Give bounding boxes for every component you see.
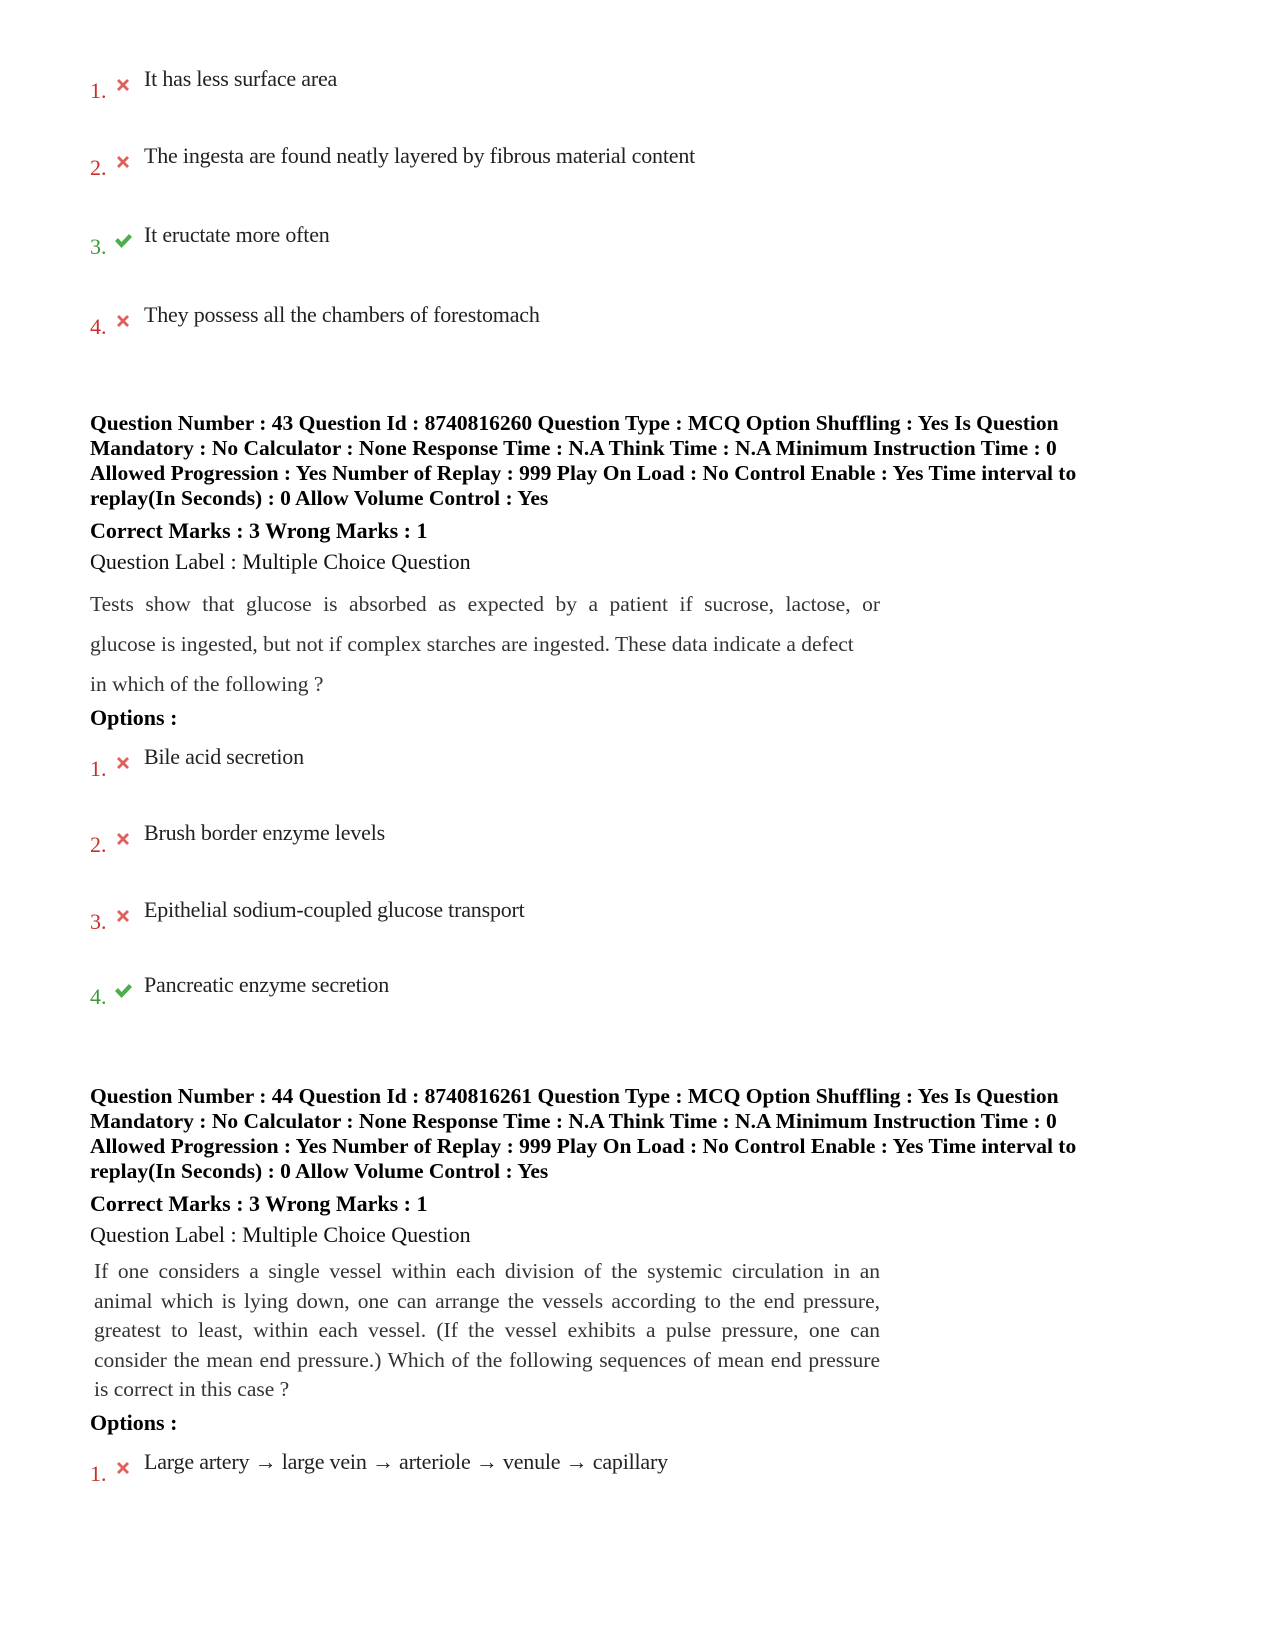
meta-line: Allowed Progression : Yes Number of Replay : 999 Play On Load : No Control Enable : Yes Time interval to — [90, 461, 1077, 485]
q44-question-stem — [94, 1257, 880, 1405]
q44-question-label: Question Label : Multiple Choice Question — [90, 1222, 471, 1247]
q44-meta — [90, 1084, 1190, 1184]
stem-line: Tests show that glucose is absorbed as expected by a patient if sucrose, lactose, or — [90, 592, 880, 616]
option-text: They possess all the chambers of forestomach — [144, 302, 540, 327]
q43-question-stem — [90, 584, 880, 704]
option-number: 4. — [90, 984, 107, 1009]
option-text: The ingesta are found neatly layered by fibrous material content — [144, 143, 696, 168]
cross-icon — [114, 754, 132, 772]
meta-line: replay(In Seconds) : 0 Allow Volume Control : Yes — [90, 486, 549, 510]
q43-marks: Correct Marks : 3 Wrong Marks : 1 — [90, 518, 428, 543]
q43-meta — [90, 411, 1190, 511]
q43-option-4 — [90, 972, 990, 1008]
option-text: Brush border enzyme levels — [144, 820, 386, 845]
option-number: 2. — [90, 832, 107, 857]
meta-line: replay(In Seconds) : 0 Allow Volume Control : Yes — [90, 1159, 549, 1183]
option-number: 1. — [90, 78, 107, 103]
q42-option-3 — [90, 222, 990, 258]
option-number: 1. — [90, 756, 107, 781]
check-icon — [114, 982, 132, 1000]
meta-line: Question Number : 43 Question Id : 8740816260 Question Type : MCQ Option Shuffling : Yes Is Question — [90, 411, 1059, 435]
option-text: It eructate more often — [144, 222, 330, 247]
cross-icon — [114, 830, 132, 848]
q43-question-label: Question Label : Multiple Choice Question — [90, 549, 471, 574]
option-number: 3. — [90, 909, 107, 934]
q44-option-1 — [90, 1449, 990, 1485]
q42-option-4 — [90, 302, 990, 338]
q42-option-2 — [90, 143, 990, 179]
q43-option-1 — [90, 744, 990, 780]
meta-line: Mandatory : No Calculator : None Response Time : N.A Think Time : N.A Minimum Instruction Time : 0 — [90, 436, 1057, 460]
q43-option-3 — [90, 897, 990, 933]
stem-line: If one considers a single vessel within each division of the systemic circulation in an — [94, 1259, 880, 1283]
meta-line: Mandatory : No Calculator : None Response Time : N.A Think Time : N.A Minimum Instruction Time : 0 — [90, 1109, 1057, 1133]
option-number: 2. — [90, 155, 107, 180]
option-number: 4. — [90, 314, 107, 339]
option-text: Large artery → large vein → arteriole → venule → capillary — [144, 1449, 668, 1474]
cross-icon — [114, 907, 132, 925]
option-text: Epithelial sodium-coupled glucose transport — [144, 897, 525, 922]
stem-line: in which of the following ? — [90, 672, 324, 696]
q43-option-2 — [90, 820, 990, 856]
meta-line: Allowed Progression : Yes Number of Replay : 999 Play On Load : No Control Enable : Yes Time interval to — [90, 1134, 1077, 1158]
stem-line: glucose is ingested, but not if complex starches are ingested. These data indicate a defect — [90, 632, 854, 656]
option-text: It has less surface area — [144, 66, 338, 91]
q44-options-label: Options : — [90, 1410, 178, 1435]
q43-options-label: Options : — [90, 705, 178, 730]
option-text: Bile acid secretion — [144, 744, 304, 769]
option-number: 3. — [90, 234, 107, 259]
meta-line: Question Number : 44 Question Id : 8740816261 Question Type : MCQ Option Shuffling : Yes Is Question — [90, 1084, 1059, 1108]
cross-icon — [114, 312, 132, 330]
option-text: Pancreatic enzyme secretion — [144, 972, 390, 997]
cross-icon — [114, 153, 132, 171]
stem-line: greatest to least, within each vessel. (If the vessel exhibits a pulse pressure, one can — [94, 1318, 880, 1342]
option-number: 1. — [90, 1461, 107, 1486]
check-icon — [114, 232, 132, 250]
stem-line: consider the mean end pressure.) Which of the following sequences of mean end pressure — [94, 1347, 880, 1372]
stem-line: animal which is lying down, one can arrange the vessels according to the end pressure, — [94, 1288, 880, 1313]
cross-icon — [114, 1459, 132, 1477]
q44-marks: Correct Marks : 3 Wrong Marks : 1 — [90, 1191, 428, 1216]
cross-icon — [114, 76, 132, 94]
stem-line: is correct in this case ? — [94, 1377, 290, 1401]
q42-option-1 — [90, 66, 990, 102]
